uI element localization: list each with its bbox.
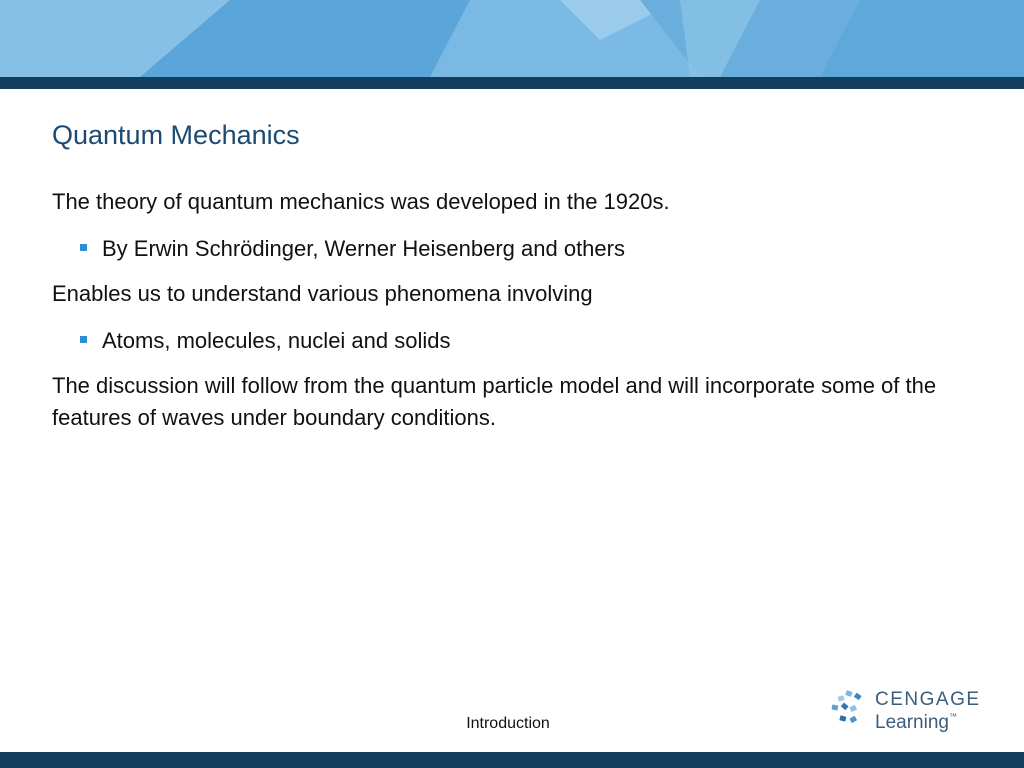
trademark-icon: ™ xyxy=(948,712,957,721)
square-bullet-icon xyxy=(80,244,87,251)
footer-band xyxy=(0,752,1024,768)
header-pattern xyxy=(0,0,1024,77)
body-paragraph-2: Enables us to understand various phenomena involving xyxy=(52,281,593,306)
logo-wordmark-secondary xyxy=(875,712,957,734)
cengage-logo xyxy=(828,688,988,744)
logo-wordmark-secondary-text: Learning xyxy=(875,712,949,733)
footer-section-label: Introduction xyxy=(466,715,550,732)
bullet-text-1: By Erwin Schrödinger, Werner Heisenberg and others xyxy=(102,236,625,261)
header-rule xyxy=(0,77,1024,89)
logo-wordmark-primary: CENGAGE xyxy=(875,689,981,710)
slide-title: Quantum Mechanics xyxy=(52,120,300,150)
body-paragraph-1: The theory of quantum mechanics was developed in the 1920s. xyxy=(52,189,670,214)
bullet-item-1 xyxy=(52,233,972,265)
slide-body xyxy=(52,186,972,434)
bullet-item-2 xyxy=(52,325,972,357)
cengage-logo-icon xyxy=(830,690,870,730)
square-bullet-icon xyxy=(80,336,87,343)
header-banner xyxy=(0,0,1024,77)
bullet-text-2: Atoms, molecules, nuclei and solids xyxy=(102,328,451,353)
body-paragraph-3: The discussion will follow from the quantum particle model and will incorporate some of the features of waves under boundary conditions. xyxy=(52,373,937,430)
